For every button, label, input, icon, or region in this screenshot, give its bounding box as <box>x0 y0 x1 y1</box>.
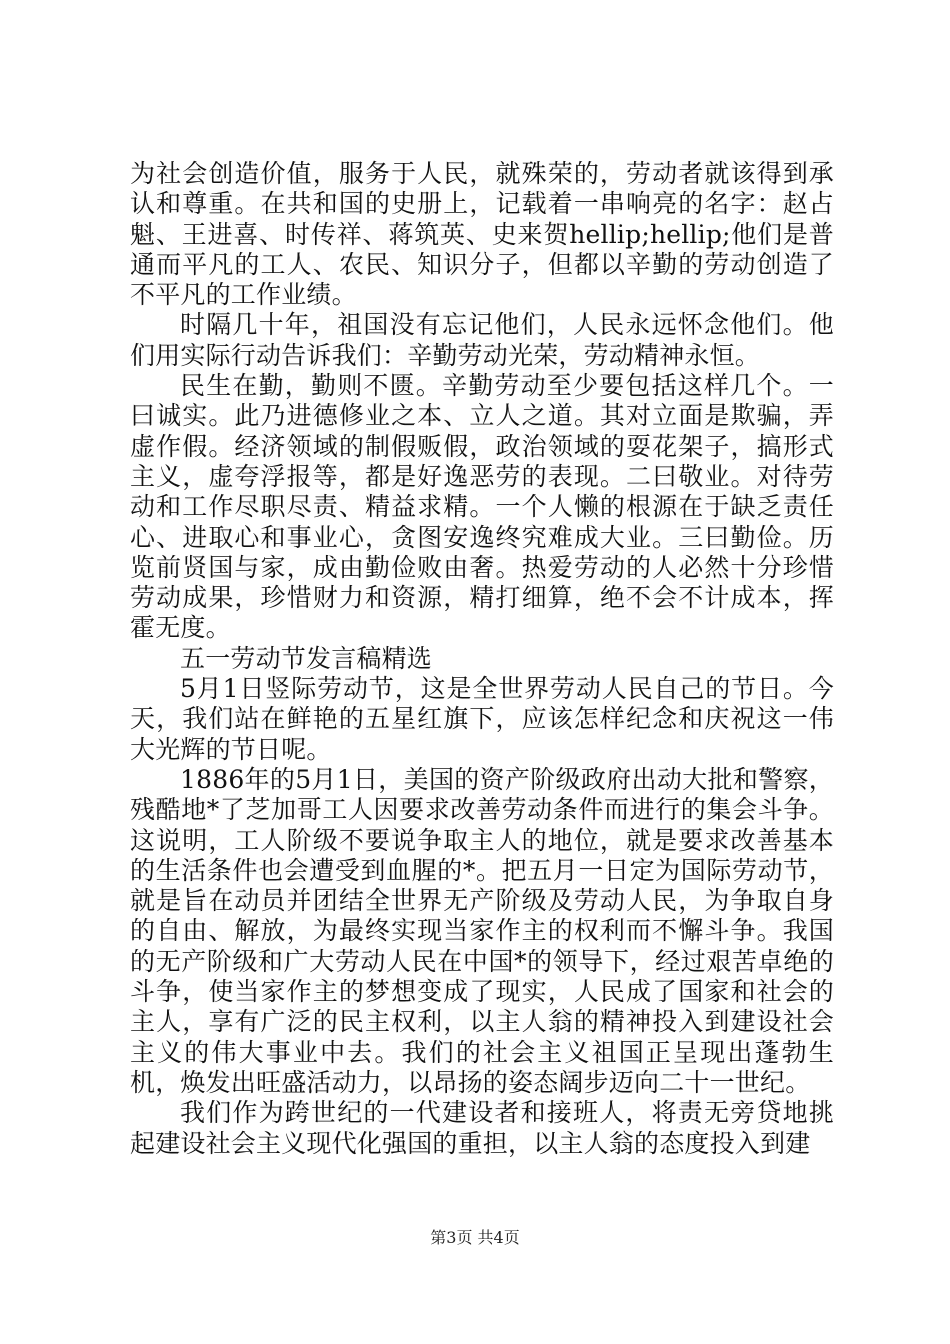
paragraph-1: 为社会创造价值，服务于人民，就殊荣的，劳动者就该得到承认和尊重。在共和国的史册上，记载着一串响亮的名字：赵占魁、王进喜、时传祥、蒋筑英、史来贺hellip;hellip;他们是普通而平凡的工人、农民、知识分子，但都以辛勤的劳动创造了不平凡的工作业绩。 <box>130 159 834 310</box>
section-heading: 五一劳动节发言稿精选 <box>180 643 433 673</box>
paragraph-5: 1886年的5月1日，美国的资产阶级政府出动大批和警察，残酷地*了芝加哥工人因要求改善劳动条件而进行的集会斗争。这说明，工人阶级不要说争取主人的地位，就是要求改善基本的生活条件也会遭受到血腥的*。把五月一日定为国际劳动节，就是旨在动员并团结全世界无产阶级及劳动人民，为争取自身的自由、解放，为最终实现当家作主的权利而不懈斗争。我国的无产阶级和广大劳动人民在中国*的领导下，经过艰苦卓绝的斗争，使当家作主的梦想变成了现实，人民成了国家和社会的主人，享有广泛的民主权利，以主人翁的精神投入到建设社会主义的伟大事业中去。我们的社会主义祖国正呈现出蓬勃生机，焕发出旺盛活动力，以昂扬的姿态阔步迈向二十一世纪。 <box>130 764 834 1097</box>
paragraph-2: 时隔几十年，祖国没有忘记他们，人民永远怀念他们。他们用实际行动告诉我们：辛勤劳动光荣，劳动精神永恒。 <box>130 310 834 370</box>
paragraph-4: 5月1日竖际劳动节，这是全世界劳动人民自己的节日。今天，我们站在鲜艳的五星红旗下，应该怎样纪念和庆祝这一伟大光辉的节日呢。 <box>130 674 834 764</box>
paragraph-6: 我们作为跨世纪的一代建设者和接班人，将责无旁贷地挑起建设社会主义现代化强国的重担，以主人翁的态度投入到建 <box>130 1098 834 1158</box>
paragraph-3: 民生在勤，勤则不匮。辛勤劳动至少要包括这样几个。一曰诚实。此乃进德修业之本、立人之道。其对立面是欺骗，弄虚作假。经济领域的制假贩假，政治领域的耍花架子，搞形式主义，虚夸浮报等，都是好逸恶劳的表现。二曰敬业。对待劳动和工作尽职尽责、精益求精。一个人懒的根源在于缺乏责任心、进取心和事业心，贪图安逸终究难成大业。三曰勤俭。历览前贤国与家，成由勤俭败由奢。热爱劳动的人必然十分珍惜劳动成果，珍惜财力和资源，精打细算，绝不会不计成本，挥霍无度。 <box>130 371 834 643</box>
page-footer: 第3页 共4页 <box>430 1228 520 1247</box>
document-body <box>130 159 834 1159</box>
